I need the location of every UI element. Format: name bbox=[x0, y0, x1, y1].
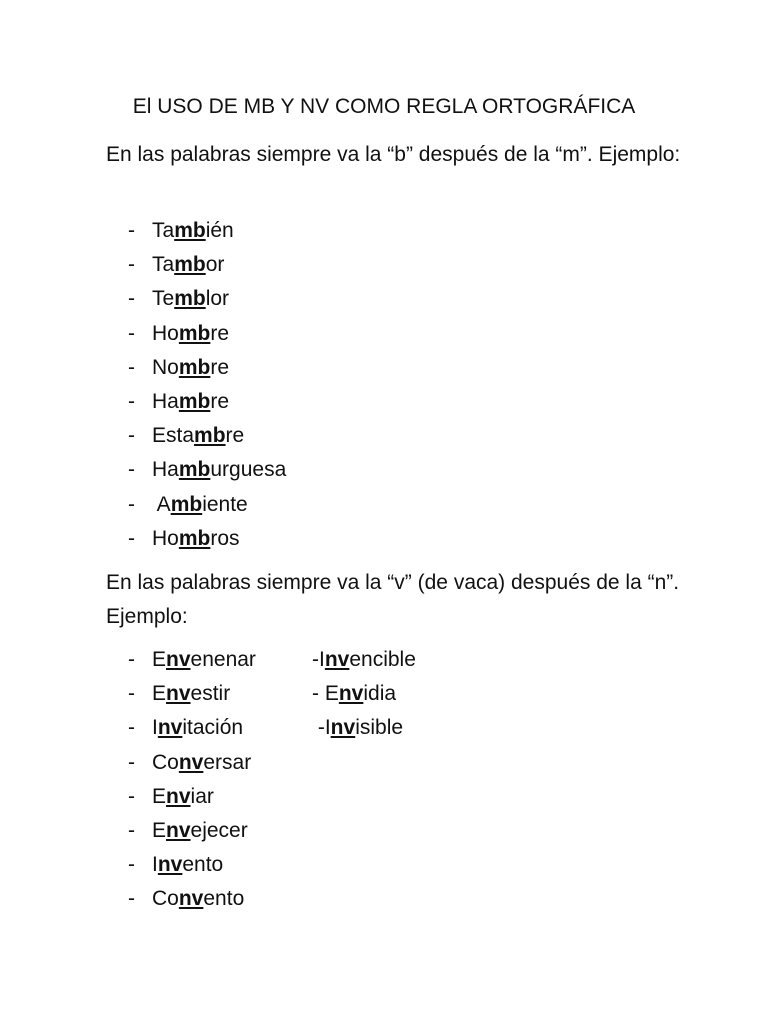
list-item bbox=[128, 780, 256, 814]
document-title: El USO DE MB Y NV COMO REGLA ORTOGRÁFICA bbox=[132, 95, 636, 118]
list-item bbox=[128, 711, 256, 745]
list-dash: - bbox=[128, 750, 135, 774]
example-word: Convento bbox=[152, 887, 245, 911]
mb-example-list bbox=[128, 214, 286, 556]
list-dash: - bbox=[128, 526, 135, 550]
list-dash: - bbox=[128, 355, 135, 379]
list-item bbox=[128, 214, 286, 248]
example-word: Envestir bbox=[152, 682, 231, 706]
list-dash: - bbox=[128, 389, 135, 413]
example-word: Envejecer bbox=[152, 818, 248, 842]
nv-second-column-item: -Invisible bbox=[312, 716, 404, 739]
example-word: Ambiente bbox=[152, 492, 248, 516]
list-dash: - bbox=[128, 853, 135, 877]
mb-rule-paragraph: En las palabras siempre va la “b” después de la “m”. Ejemplo: bbox=[106, 143, 681, 166]
example-word: Enviar bbox=[152, 784, 214, 808]
list-item bbox=[128, 282, 286, 316]
example-word: Temblor bbox=[152, 287, 230, 311]
example-word: Nombre bbox=[152, 355, 230, 379]
nv-second-column-item: - Envidia bbox=[312, 682, 397, 705]
list-dash: - bbox=[128, 424, 135, 448]
list-item bbox=[128, 317, 286, 351]
list-dash: - bbox=[128, 458, 135, 482]
list-dash: - bbox=[128, 287, 135, 311]
list-item bbox=[128, 814, 256, 848]
example-word: Envenenar bbox=[152, 648, 256, 671]
list-dash: - bbox=[128, 321, 135, 345]
list-dash: - bbox=[128, 784, 135, 808]
example-word: Tambor bbox=[152, 253, 225, 277]
list-item bbox=[128, 419, 286, 453]
list-item bbox=[128, 882, 256, 916]
list-item bbox=[128, 848, 256, 882]
nv-rule-paragraph: En las palabras siempre va la “v” (de vaca) después de la “n”. Ejemplo: bbox=[106, 571, 680, 628]
example-word: Invitación bbox=[152, 716, 244, 740]
list-dash: - bbox=[128, 253, 135, 277]
example-word: También bbox=[152, 219, 234, 242]
list-dash: - bbox=[128, 818, 135, 842]
list-item bbox=[128, 351, 286, 385]
example-word: Hombros bbox=[152, 526, 240, 550]
example-word: Estambre bbox=[152, 424, 245, 448]
list-item bbox=[128, 677, 256, 711]
list-item bbox=[128, 385, 286, 419]
example-word: Hambre bbox=[152, 389, 230, 413]
nv-second-column-item: -Invencible bbox=[312, 648, 416, 671]
list-dash: - bbox=[128, 716, 135, 740]
example-word: Hombre bbox=[152, 321, 230, 345]
list-dash: - bbox=[128, 219, 135, 242]
list-item bbox=[128, 522, 286, 556]
list-dash: - bbox=[128, 682, 135, 706]
example-word: Conversar bbox=[152, 750, 252, 774]
list-item bbox=[128, 488, 286, 522]
list-dash: - bbox=[128, 648, 135, 671]
example-word: Hamburguesa bbox=[152, 458, 287, 482]
nv-example-list bbox=[128, 643, 256, 917]
list-dash: - bbox=[128, 887, 135, 911]
list-dash: - bbox=[128, 492, 135, 516]
list-item bbox=[128, 453, 286, 487]
list-item bbox=[128, 746, 256, 780]
list-item bbox=[128, 643, 256, 677]
example-word: Invento bbox=[152, 853, 224, 877]
list-item bbox=[128, 248, 286, 282]
